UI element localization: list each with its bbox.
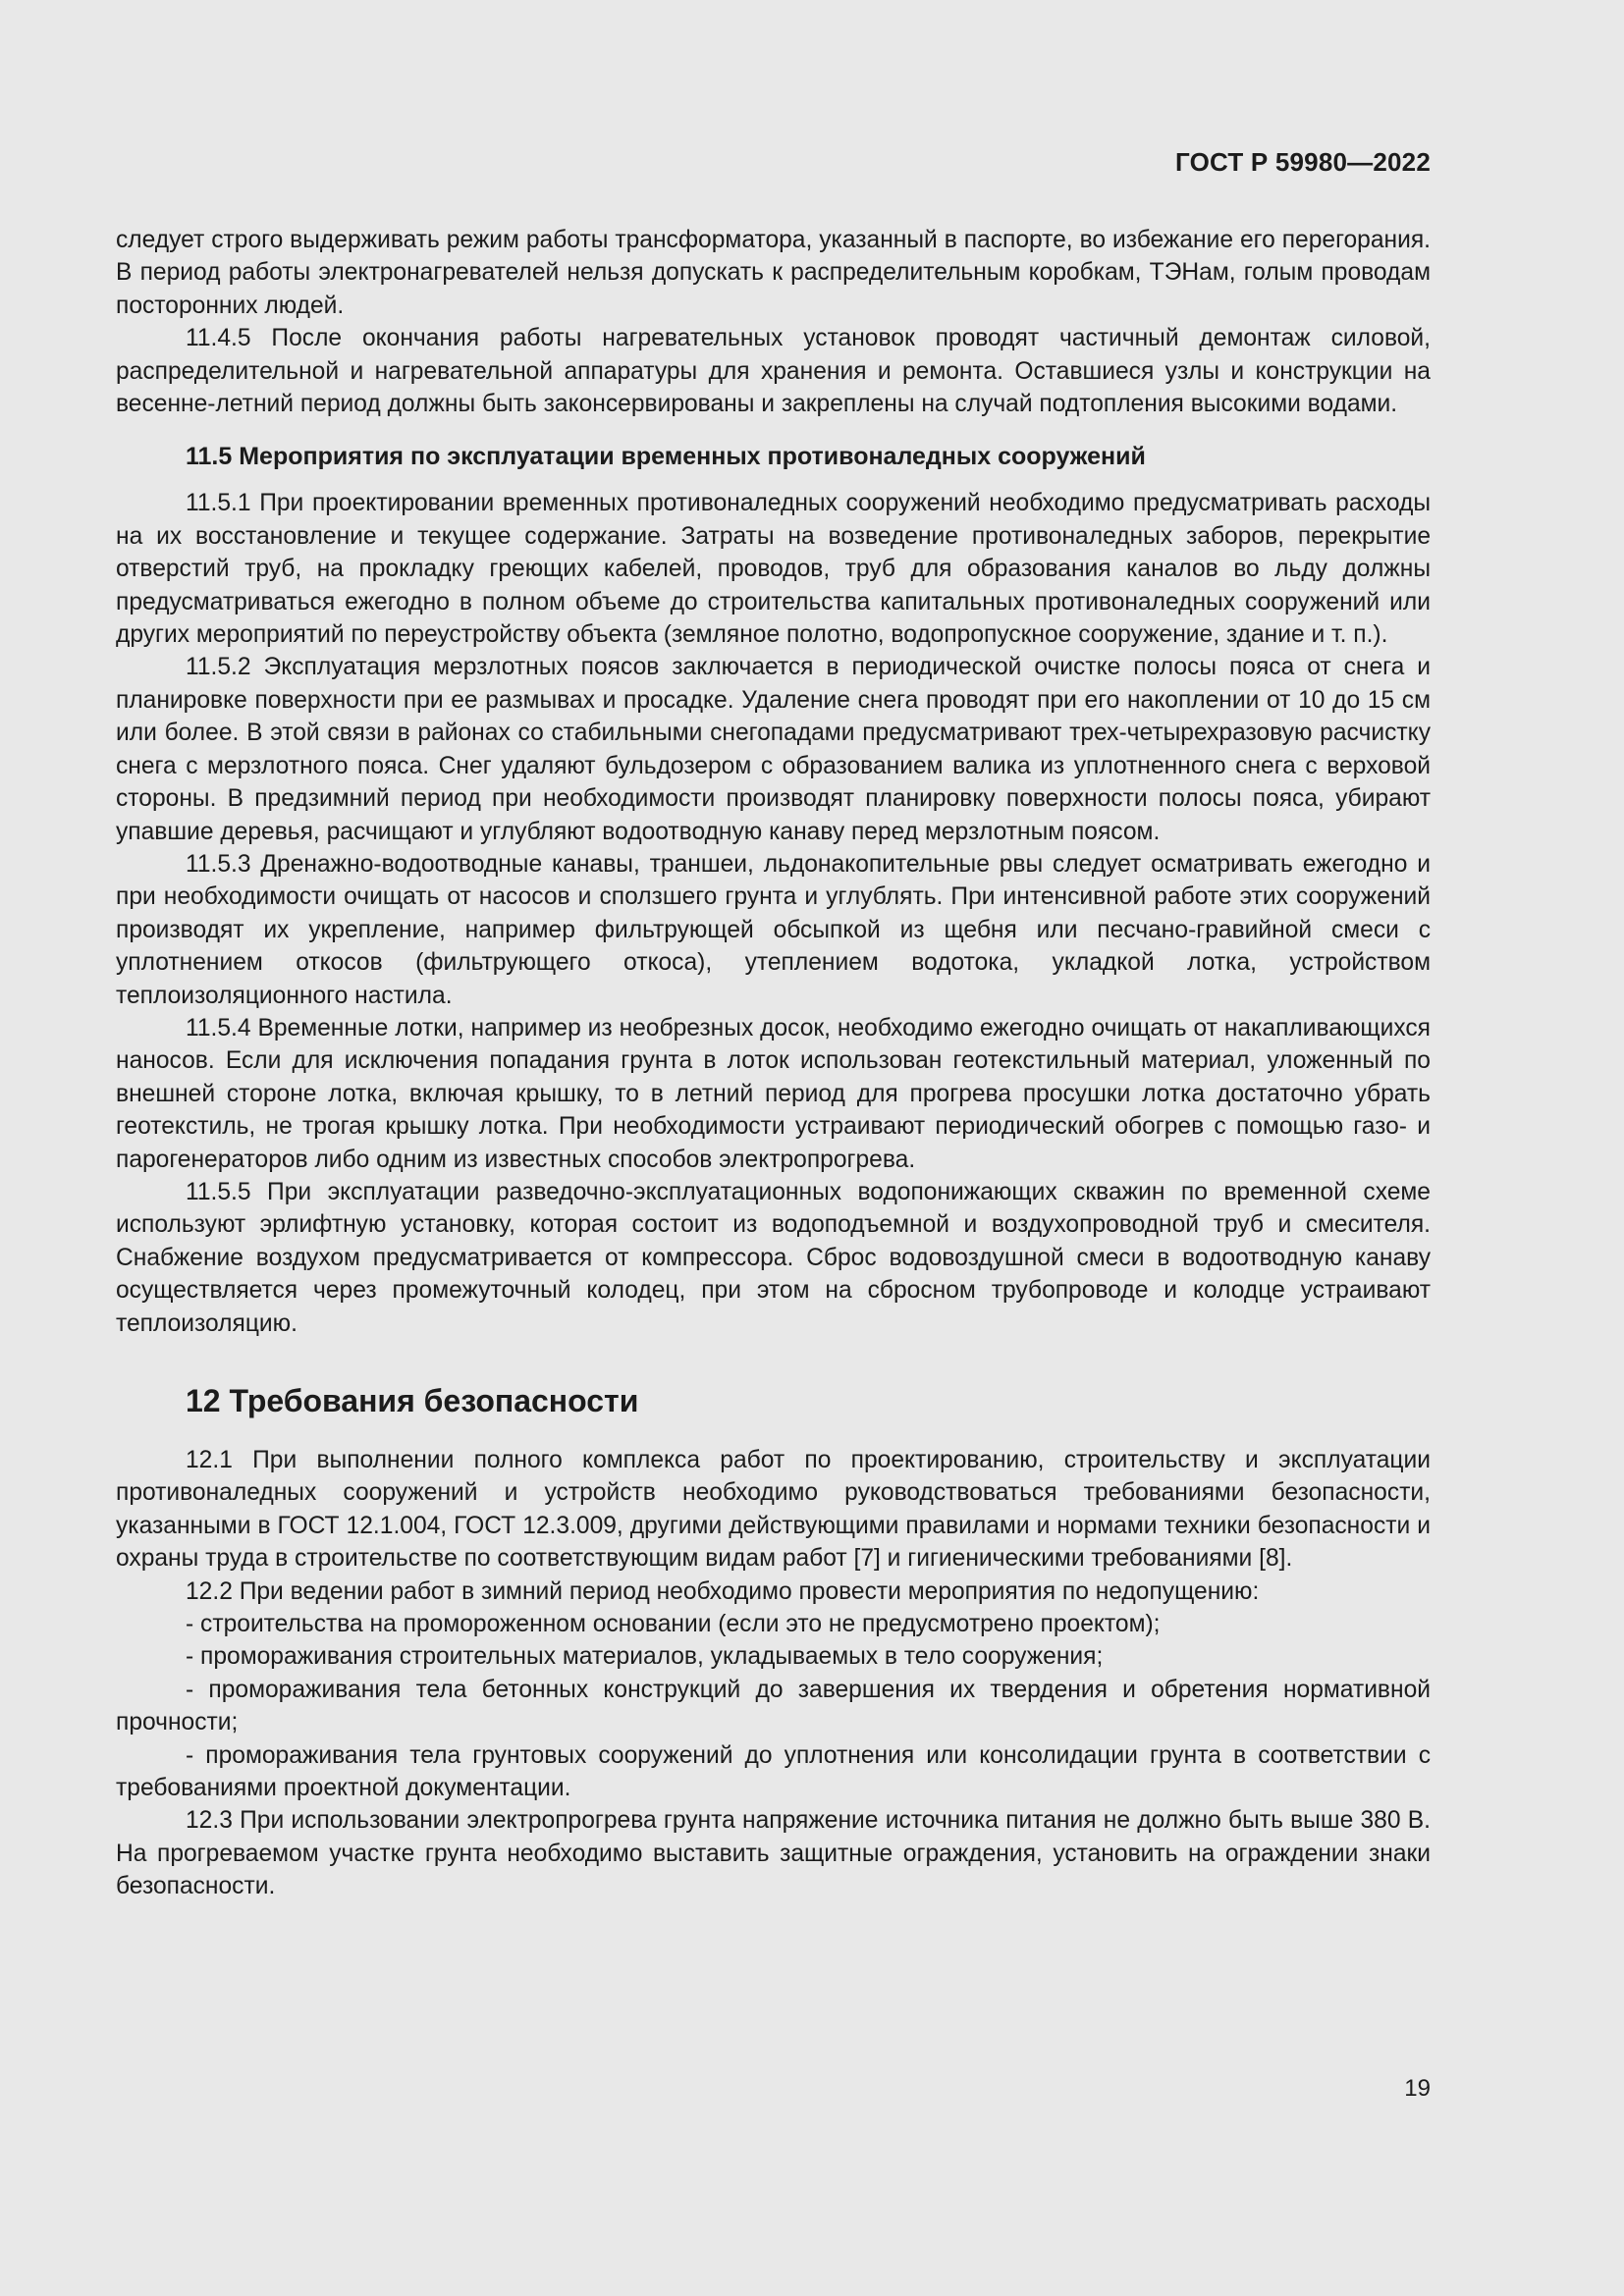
list-item: - промораживания тела бетонных конструкций до завершения их твердения и обретения нормативной прочности; bbox=[116, 1676, 1431, 1736]
paragraph-12-1: 12.1 При выполнении полного комплекса работ по проектированию, строительству и эксплуатации противоналедных сооружений и устройств необходимо руководствоваться требованиями безопасности, указанными в ГОСТ 12.1.004, ГОСТ 12.3.009, другими действующими правилами и нормами техники безопасности и охраны труда в строительстве по соответствующим видам работ [7] и гигиеническими требованиями [8]. bbox=[116, 1447, 1431, 1573]
list-item: - промораживания тела грунтовых сооружений до уплотнения или консолидации грунта в соответствии с требованиями проектной документации. bbox=[116, 1741, 1431, 1802]
paragraph-11-5-2: 11.5.2 Эксплуатация мерзлотных поясов заключается в периодической очистке полосы пояса от снега и планировке поверхности при ее размывах и просадке. Удаление снега проводят при его накоплении от 10 до 15 см или более. В этой связи в районах со стабильными снегопадами предусматривают трех-четырехразовую расчистку снега с мерзлотного пояса. Снег удаляют бульдозером с образованием валика из уплотненного снега с верховой стороны. В предзимний период при необходимости производят планировку поверхности полосы пояса, убирают упавшие деревья, расчищают и углубляют водоотводную канаву перед мерзлотным поясом. bbox=[116, 654, 1431, 845]
paragraph-11-5-3: 11.5.3 Дренажно-водоотводные канавы, траншеи, льдонакопительные рвы следует осматривать ежегодно и при необходимости очищать от насосов и сползшего грунта и углублять. При интенсивной работе этих сооружений производят их укрепление, например фильтрующей обсыпкой из щебня или песчано-гравийной смеси с уплотнением откосов (фильтрующего откоса), утеплением водотока, укладкой лотка, устройством теплоизоляционного настила. bbox=[116, 850, 1431, 1009]
document-id-header: ГОСТ Р 59980—2022 bbox=[1175, 147, 1431, 177]
paragraph-12-3: 12.3 При использовании электропрогрева грунта напряжение источника питания не должно быть выше 380 В. На прогреваемом участке грунта необходимо выставить защитные ограждения, установить на ограждении знаки безопасности. bbox=[116, 1807, 1431, 1900]
paragraph-continuation: следует строго выдерживать режим работы трансформатора, указанный в паспорте, во избежание его перегорания. В период работы электронагревателей нельзя допускать к распределительным коробкам, ТЭНам, голым проводам посторонних людей. bbox=[116, 227, 1431, 319]
list-item: - строительства на промороженном основании (если это не предусмотрено проектом); bbox=[186, 1611, 1161, 1638]
chapter-heading-12: 12 Требования безопасности bbox=[186, 1383, 639, 1418]
page-content bbox=[116, 224, 1431, 1903]
list-item: - промораживания строительных материалов, укладываемых в тело сооружения; bbox=[186, 1643, 1104, 1671]
paragraph-11-5-4: 11.5.4 Временные лотки, например из необрезных досок, необходимо ежегодно очищать от накапливающихся наносов. Если для исключения попадания грунта в лоток использован геотекстильный материал, уложенный по внешней стороне лотка, включая крышку, то в летний период для прогрева просушки лотка достаточно убрать геотекстиль, не трогая крышку лотка. При необходимости устраивают периодический обогрев с помощью газо- и парогенераторов либо одним из известных способов электропрогрева. bbox=[116, 1014, 1431, 1173]
paragraph-12-2: 12.2 При ведении работ в зимний период необходимо провести мероприятия по недопущению: bbox=[186, 1577, 1260, 1605]
page-number: 19 bbox=[1404, 2075, 1431, 2102]
paragraph-11-5-5: 11.5.5 При эксплуатации разведочно-эксплуатационных водопонижающих скважин по временной схеме используют эрлифтную установку, которая состоит из водоподъемной и воздухопроводной труб и смесителя. Снабжение воздухом предусматривается от компрессора. Сброс водовоздушной смеси в водоотводную канаву осуществляется через промежуточный колодец, при этом на сбросном трубопроводе и колодце устраивают теплоизоляцию. bbox=[116, 1178, 1431, 1337]
section-heading-11-5: 11.5 Мероприятия по эксплуатации временных противоналедных сооружений bbox=[186, 443, 1146, 471]
paragraph-11-5-1: 11.5.1 При проектировании временных противоналедных сооружений необходимо предусматривать расходы на их восстановление и текущее содержание. Затраты на возведение противоналедных заборов, перекрытие отверстий труб, на прокладку греющих кабелей, проводов, труб для образования каналов во льду должны предусматриваться ежегодно в полном объеме до строительства капитальных противоналедных сооружений или других мероприятий по переустройству объекта (земляное полотно, водопропускное сооружение, здание и т. п.). bbox=[116, 490, 1431, 649]
paragraph-11-4-5: 11.4.5 После окончания работы нагревательных установок проводят частичный демонтаж силовой, распределительной и нагревательной аппаратуры для хранения и ремонта. Оставшиеся узлы и конструкции на весенне-летний период должны быть законсервированы и закреплены на случай подтопления высокими водами. bbox=[116, 325, 1431, 418]
